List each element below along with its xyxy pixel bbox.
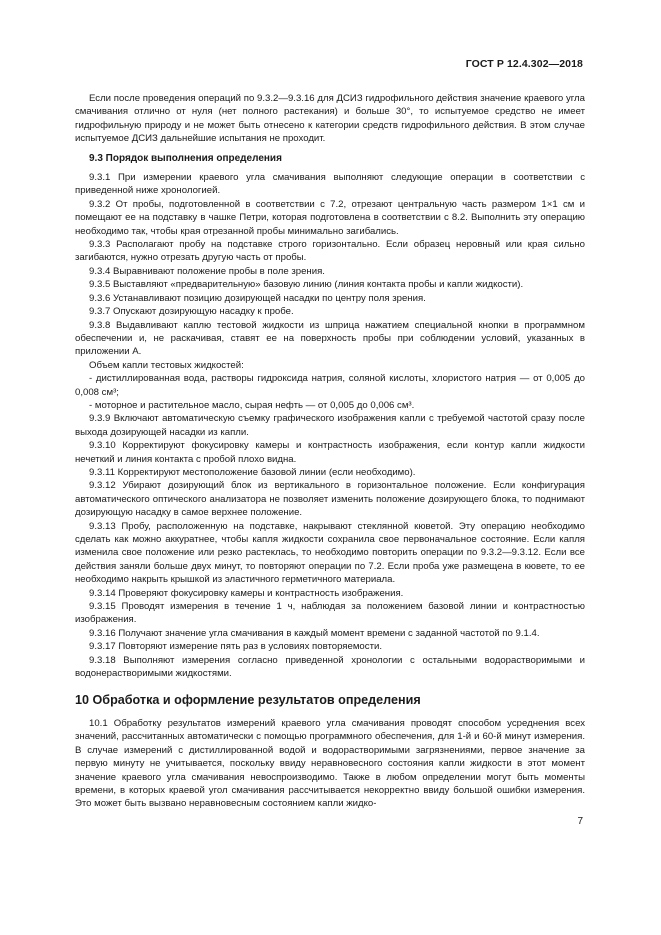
- drop-volume-water: - дистиллированная вода, растворы гидроксида натрия, соляной кислоты, хлористого натрия — от 0,005 до 0,008 см³;: [75, 373, 585, 398]
- paragraph-9-3-8: 9.3.8 Выдавливают каплю тестовой жидкости из шприца нажатием специальной кнопки в программном обеспечении и, не раскачивая, ставят ее на поверхность пробы при соблюдении условий, указанных в приложении А.: [75, 319, 585, 358]
- intro-paragraph: Если после проведения операций по 9.3.2—9.3.16 для ДСИЗ гидрофильного действия значение краевого угла смачивания отлично от нуля (нет полного растекания) и больше 30°, то испытуемое средство не имеет гидрофильную природу и не может быть отнесено к категории средств гидрофильного действия. В этом случае испытуемое ДСИЗ дальнейшие испытания не проходит.: [75, 93, 585, 145]
- paragraph-9-3-10: 9.3.10 Корректируют фокусировку камеры и контрастность изображения, если контур капли жидкости нечеткий и линия контакта с пробой плохо видна.: [75, 440, 585, 465]
- paragraph-9-3-2: 9.3.2 От пробы, подготовленной в соответствии с 7.2, отрезают центральную часть размером 1×1 см и помещают ее на подставку в чашке Петри, которая подготовлена в соответствии с 8.2. Выполнить эту операцию необходимо так, чтобы края отрезанной пробы минимально загибались.: [75, 198, 585, 237]
- paragraph-9-3-7: 9.3.7 Опускают дозирующую насадку к пробе.: [89, 306, 294, 318]
- drop-volume-heading: Объем капли тестовых жидкостей:: [89, 359, 244, 371]
- paragraph-9-3-16: 9.3.16 Получают значение угла смачивания в каждый момент времени с заданной частотой по 9.1.4.: [89, 627, 540, 639]
- paragraph-9-3-12: 9.3.12 Убирают дозирующий блок из вертикального в горизонтальное положение. Если конфигурация автоматического оптического анализатора не позволяет изменить положение дозирующего блока, то поднимают дозирующую насадку в самое верхнее положение.: [75, 480, 585, 519]
- paragraph-9-3-15: 9.3.15 Проводят измерения в течение 1 ч, наблюдая за положением базовой линии и контрастностью изображения.: [75, 601, 585, 626]
- paragraph-9-3-14: 9.3.14 Проверяют фокусировку камеры и контрастность изображения.: [89, 587, 404, 599]
- paragraph-9-3-11: 9.3.11 Корректируют местоположение базовой линии (если необходимо).: [89, 466, 416, 478]
- page-number: 7: [577, 816, 583, 827]
- paragraph-9-3-9: 9.3.9 Включают автоматическую съемку графического изображения капли с требуемой частотой сразу после выхода дозирующей насадки из капли.: [75, 413, 585, 438]
- paragraph-9-3-6: 9.3.6 Устанавливают позицию дозирующей насадки по центру поля зрения.: [89, 292, 426, 304]
- paragraph-9-3-18: 9.3.18 Выполняют измерения согласно приведенной хронологии с остальными водорастворимыми и водонерастворимыми жидкостями.: [75, 654, 585, 680]
- section-title: 10 Обработка и оформление результатов определения: [75, 693, 421, 708]
- subsection-title: 9.3 Порядок выполнения определения: [89, 152, 282, 164]
- paragraph-9-3-4: 9.3.4 Выравнивают положение пробы в поле зрения.: [89, 265, 325, 277]
- paragraph-9-3-17: 9.3.17 Повторяют измерение пять раз в условиях повторяемости.: [89, 641, 382, 653]
- paragraph-10-1: 10.1 Обработку результатов измерений краевого угла смачивания проводят способом усреднения всех значений, рассчитанных автоматически с помощью программного обеспечения, для 1-й и 60-й минут измерения. В случае измерений с дистиллированной водой и водорастворимыми загрязнениями, первое значение за первую минуту не учитывается, поскольку ввиду неравновесного состояния капли жидкости в этот момент значение краевого угла смачивания невоспроизводимо. Также в любом определении могут быть моменты времени, в которых краевой угол смачивания рассчитывается некорректно ввиду большой ошибки измерения. Это может быть вызвано неравновесным состоянием капли жидко-: [75, 717, 585, 810]
- drop-volume-oil: - моторное и растительное масло, сырая нефть — от 0,005 до 0,006 см³.: [89, 399, 415, 411]
- paragraph-9-3-5: 9.3.5 Выставляют «предварительную» базовую линию (линия контакта пробы и капли жидкости).: [89, 279, 524, 291]
- paragraph-9-3-13: 9.3.13 Пробу, расположенную на подставке, накрывают стеклянной кюветой. Эту операцию необходимо сделать как можно аккуратнее, чтобы капля жидкости сохранила свое первоначальное состояние. Если капля изменила свое положение или резко растеклась, то необходимо повторить операции по 9.3.2—9.3.12. Если все действия заняли больше двух минут, то повторяют операции по 7.2. Если проба уже размещена в кювете, то ее необходимо накрыть крышкой из эластичного герметичного материала.: [75, 520, 585, 586]
- paragraph-9-3-3: 9.3.3 Располагают пробу на подставке строго горизонтально. Если образец неровный или края сильно загибаются, нужно отрезать другую часть от пробы.: [75, 239, 585, 264]
- page-content: [75, 92, 585, 811]
- document-header: ГОСТ Р 12.4.302—2018: [465, 58, 583, 70]
- paragraph-9-3-1: 9.3.1 При измерении краевого угла смачивания выполняют следующие операции в соответствии с приведенной ниже хронологией.: [75, 172, 585, 197]
